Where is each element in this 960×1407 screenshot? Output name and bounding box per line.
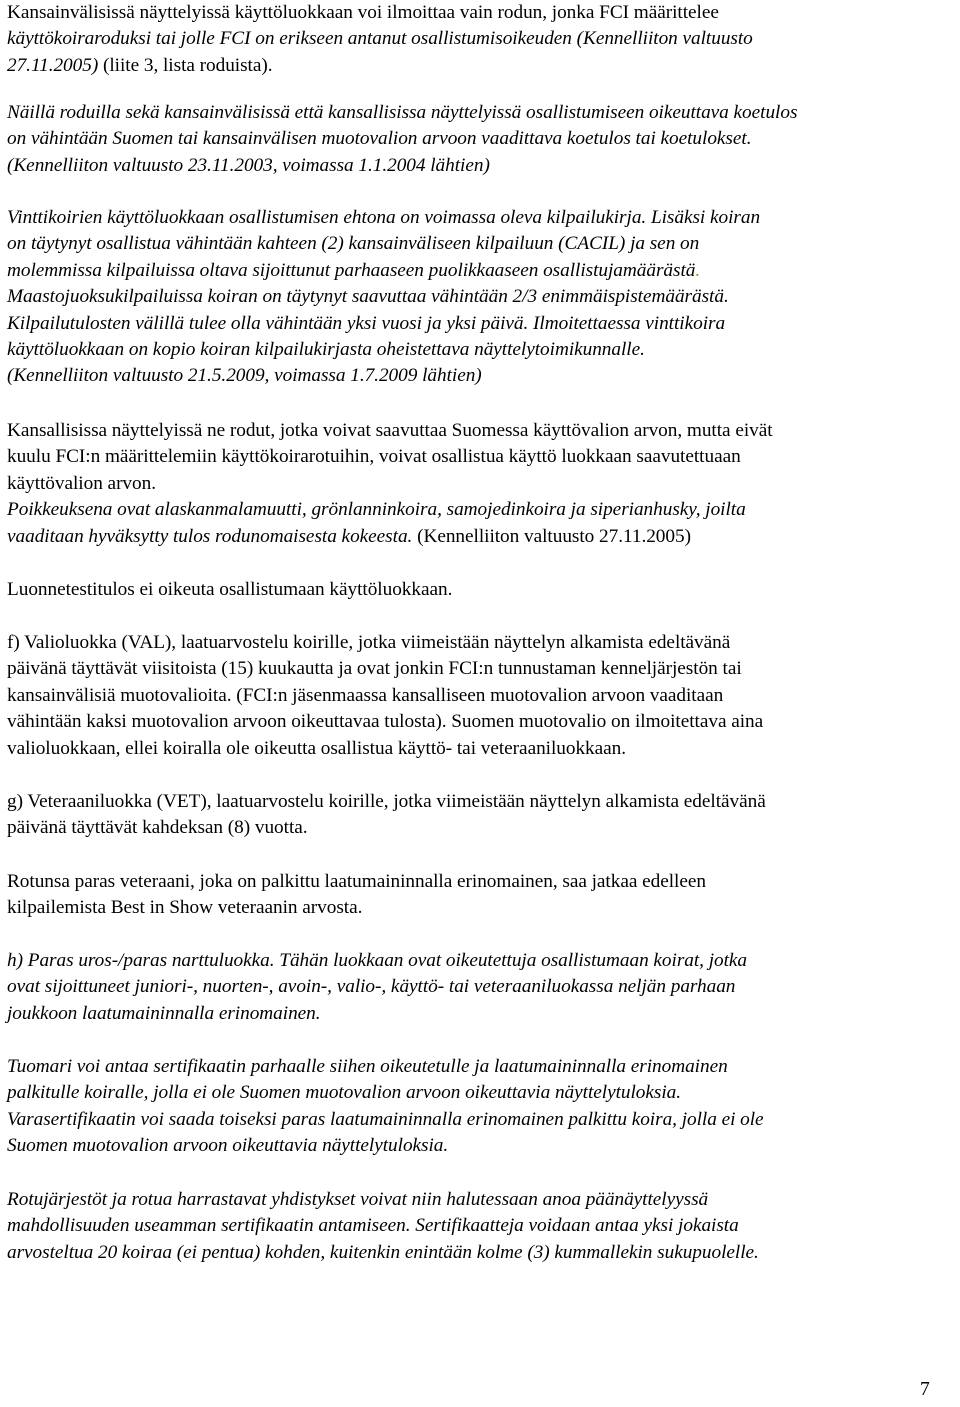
- text-line: [7, 53, 753, 79]
- text-line: valioluokkaan, ellei koiralla ole oikeutta osallistua käyttö- tai veteraaniluokkaan.: [7, 737, 627, 759]
- text-line: kansainvälisiä muotovalioita. (FCI:n jäsenmaassa kansalliseen muotovalion arvoon vaaditaan: [7, 684, 724, 706]
- page-number: 7: [920, 1379, 930, 1400]
- text-line: f) Valioluokka (VAL), laatuarvostelu koirille, jotka viimeistään näyttelyn alkamista edeltävänä: [7, 632, 731, 653]
- text-line: [7, 258, 760, 284]
- text-line: mahdollisuuden useamman sertifikaatin antamiseen. Sertifikaatteja voidaan antaa yksi jokaista: [7, 1215, 739, 1237]
- text-line: kilpailemista Best in Show veteraanin arvosta.: [7, 897, 363, 919]
- paragraph-sighthounds: [7, 205, 760, 390]
- text-line: Näillä roduilla sekä kansainvälisissä että kansallisissa näyttelyissä osallistumiseen oikeuttava koetulos: [7, 102, 798, 123]
- text-run: .: [695, 259, 701, 281]
- text-run: (liite 3, lista roduista).: [98, 54, 273, 76]
- text-line: päivänä täyttävät viisitoista (15) kuukautta ja ovat jonkin FCI:n tunnustaman kenneljärjestön tai: [7, 658, 742, 680]
- text-line: Tuomari voi antaa sertifikaatin parhaalle siihen oikeutetulle ja laatumaininnalla erinomainen: [7, 1056, 728, 1077]
- paragraph-test-results: [7, 100, 797, 179]
- text-run: (Kennelliiton valtuusto 27.11.2005): [412, 525, 691, 547]
- text-line: (Kennelliiton valtuusto 23.11.2003, voimassa 1.1.2004 lähtien): [7, 154, 490, 176]
- text-line: vähintään kaksi muotovalion arvoon oikeuttavaa tulosta). Suomen muotovalio on ilmoitettava aina: [7, 711, 764, 733]
- text-line: (Kennelliiton valtuusto 21.5.2009, voimassa 1.7.2009 lähtien): [7, 365, 482, 387]
- paragraph-champion-class: [7, 630, 763, 762]
- text-line: käyttökoiraroduksi tai jolle FCI on erikseen antanut osallistumisoikeuden (Kennelliiton valtuusto: [7, 28, 753, 50]
- text-line: palkitulle koiralle, jolla ei ole Suomen muotovalion arvoon oikeuttavia näyttelytuloksia.: [7, 1082, 682, 1104]
- text-line: Varasertifikaatin voi saada toiseksi paras laatumaininnalla erinomainen palkittu koira, jolla ei ole: [7, 1108, 764, 1130]
- text-line: Kansainvälisissä näyttelyissä käyttöluokkaan voi ilmoittaa vain rodun, jonka FCI määrittelee: [7, 2, 719, 23]
- paragraph-best-veteran: [7, 869, 706, 922]
- text-line: Poikkeuksena ovat alaskanmalamuutti, grönlanninkoira, samojedinkoira ja siperianhusky, joilta: [7, 499, 746, 521]
- text-line: Rotunsa paras veteraani, joka on palkittu laatumaininnalla erinomainen, saa jatkaa edelleen: [7, 871, 706, 892]
- paragraph-breed-eligibility: [7, 0, 753, 79]
- paragraph-certificates: [7, 1054, 764, 1160]
- text-line: Luonnetestitulos ei oikeuta osallistumaan käyttöluokkaan.: [7, 579, 453, 600]
- text-line: Rotujärjestöt ja rotua harrastavat yhdistykset voivat niin halutessaan anoa päänäyttelyyssä: [7, 1189, 709, 1210]
- paragraph-national-shows: [7, 418, 773, 550]
- text-line: Maastojuoksukilpailuissa koiran on täytynyt saavuttaa vähintään 2/3 enimmäispistemäärästä.: [7, 286, 729, 308]
- text-line: h) Paras uros-/paras narttuluokka. Tähän luokkaan ovat oikeutettuja osallistumaan koirat, jotka: [7, 950, 748, 971]
- text-run: molemmissa kilpailuissa oltava sijoittunut parhaaseen puolikkaaseen osallistujamäärästä: [7, 259, 696, 281]
- text-line: joukkoon laatumaininnalla erinomainen.: [7, 1002, 321, 1024]
- text-line: Kansallisissa näyttelyissä ne rodut, jotka voivat saavuttaa Suomessa käyttövalion arvon, mutta eivät: [7, 420, 773, 441]
- text-run: 27.11.2005): [7, 54, 99, 76]
- text-line: on vähintään Suomen tai kansainvälisen muotovalion arvoon vaadittava koetulos tai koetulokset.: [7, 128, 752, 150]
- paragraph-breed-clubs: [7, 1187, 759, 1266]
- text-line: ovat sijoittuneet juniori-, nuorten-, avoin-, valio-, käyttö- tai veteraaniluokassa neljän parhaan: [7, 976, 736, 998]
- text-run: vaaditaan hyväksytty tulos rodunomaisesta kokeesta.: [7, 525, 413, 547]
- text-line: on täytynyt osallistua vähintään kahteen (2) kansainväliseen kilpailuun (CACIL) ja sen on: [7, 233, 700, 255]
- text-line: Vinttikoirien käyttöluokkaan osallistumisen ehtona on voimassa oleva kilpailukirja. Lisäksi koiran: [7, 207, 761, 228]
- text-line: Suomen muotovalion arvoon oikeuttavia näyttelytuloksia.: [7, 1135, 449, 1157]
- paragraph-veteran-class: [7, 789, 766, 842]
- paragraph-temperament-test: [7, 577, 452, 603]
- text-line: päivänä täyttävät kahdeksan (8) vuotta.: [7, 817, 308, 839]
- paragraph-best-male-female-class: [7, 948, 747, 1027]
- text-line: kuulu FCI:n määrittelemiin käyttökoirarotuihin, voivat osallistua käyttö luokkaan saavutettuaan: [7, 446, 741, 468]
- text-line: [7, 524, 773, 550]
- text-line: g) Veteraaniluokka (VET), laatuarvostelu koirille, jotka viimeistään näyttelyn alkamista edeltävänä: [7, 791, 766, 812]
- text-line: Kilpailutulosten välillä tulee olla vähintään yksi vuosi ja yksi päivä. Ilmoitettaessa vinttikoira: [7, 312, 726, 334]
- text-line: käyttövalion arvon.: [7, 472, 156, 494]
- text-line: käyttöluokkaan on kopio koiran kilpailukirjasta oheistettava näyttelytoimikunnalle.: [7, 339, 645, 361]
- text-line: arvosteltua 20 koiraa (ei pentua) kohden, kuitenkin enintään kolme (3) kummallekin sukupuolelle.: [7, 1241, 759, 1263]
